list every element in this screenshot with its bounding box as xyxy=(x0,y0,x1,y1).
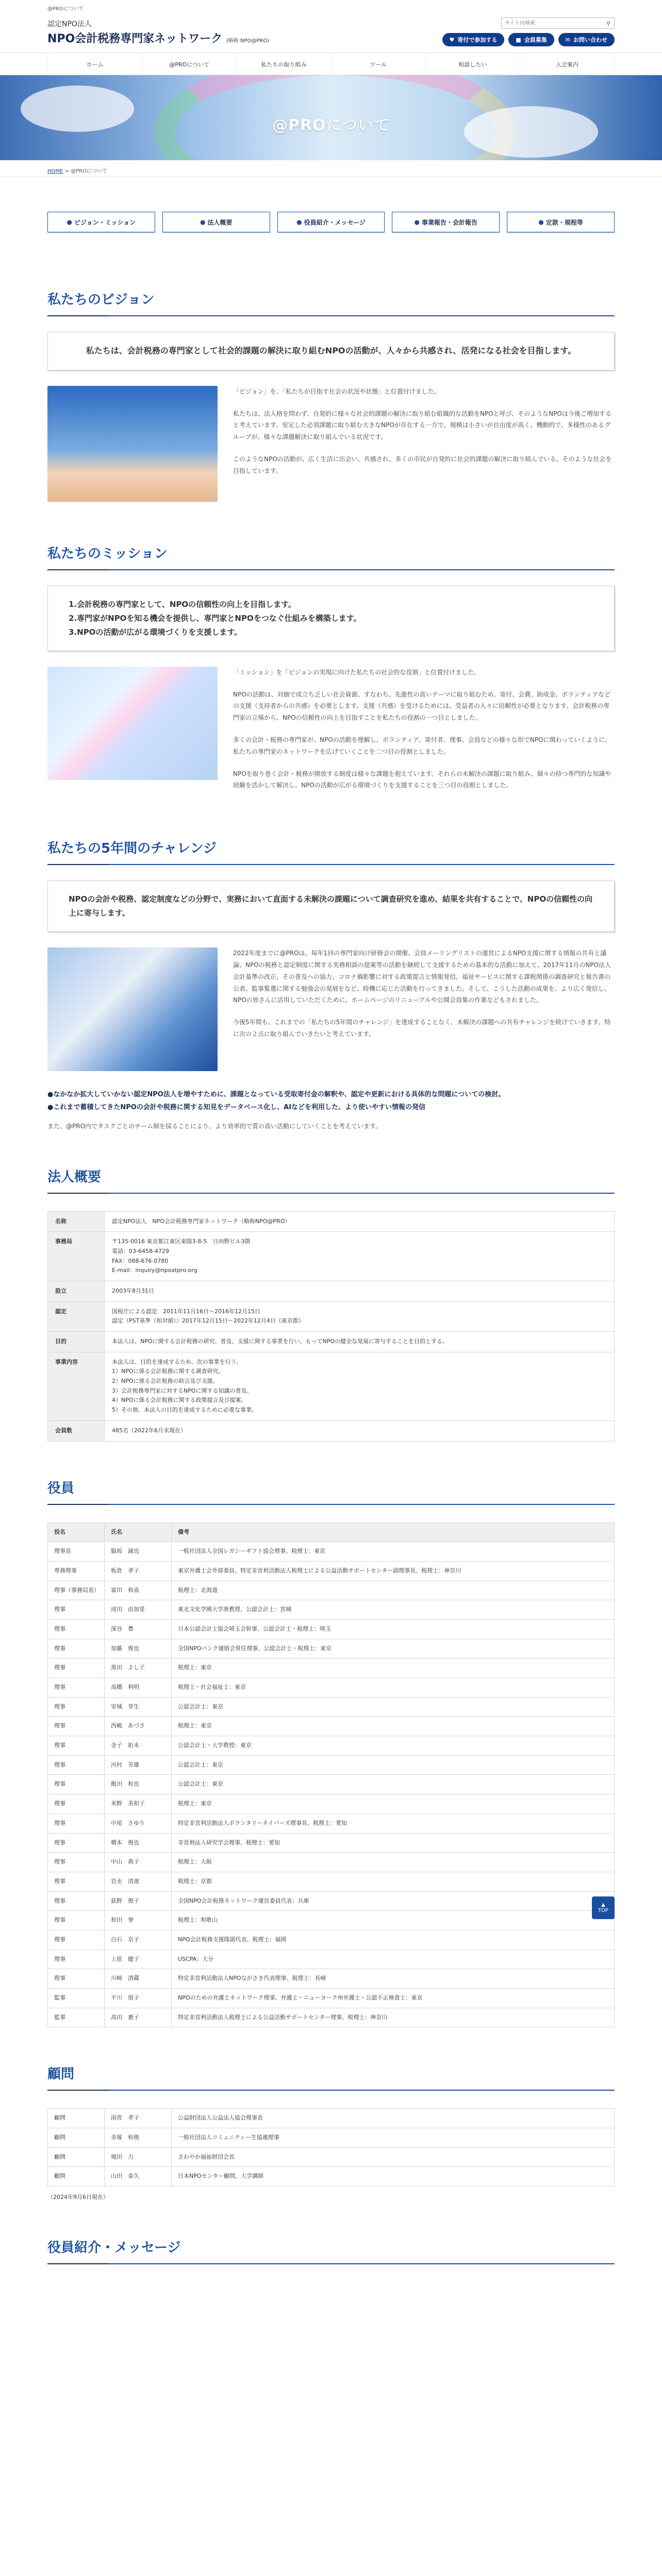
site-search xyxy=(501,18,615,29)
officer-name: 中山 典子 xyxy=(105,1853,172,1872)
advisor-note: 一般社団法人コミュニティー生協連理事 xyxy=(172,2128,615,2148)
officer-note: 税理士：京都 xyxy=(172,1872,615,1891)
hero-banner xyxy=(0,75,662,160)
officer-note: USCPA：大分 xyxy=(172,1950,615,1969)
nav-item-consult[interactable]: 相談したい xyxy=(425,53,520,76)
arrow-icon: ● xyxy=(200,218,206,226)
mission-item: 3.NPOの活動が広がる環境づくりを支援します。 xyxy=(69,627,242,637)
row-label: 事務局 xyxy=(48,1232,105,1281)
officer-note: 全国NPOバンク連絡会常任理事、公認会計士・税理士：東京 xyxy=(172,1639,615,1658)
officer-role: 監事 xyxy=(48,2008,105,2027)
outline-title: 法人概要 xyxy=(47,1166,615,1194)
mission-image xyxy=(47,667,218,780)
officer-name: 飯田 和也 xyxy=(105,1775,172,1794)
officer-role: 理事 xyxy=(48,1600,105,1620)
row-label: 事業内容 xyxy=(48,1352,105,1420)
table-row xyxy=(48,1281,615,1301)
vision-paragraph: 「ビジョン」を、「私たちが目指す社会の状況や状態」と位置付けました。 xyxy=(233,387,440,395)
breadcrumb-current: @PROについて xyxy=(71,168,107,174)
officer-role: 理事 xyxy=(48,1911,105,1930)
advisors-title: 顧問 xyxy=(47,2063,615,2091)
site-header xyxy=(0,11,662,53)
row-label: 会員数 xyxy=(48,1420,105,1441)
nav-item-tools[interactable]: ツール xyxy=(331,53,425,76)
nav-item-about[interactable]: @PROについて xyxy=(142,53,236,76)
next-section-title: 役員紹介・メッセージ xyxy=(47,2237,615,2264)
contact-button[interactable]: ✉ お問い合わせ xyxy=(558,33,615,46)
officer-role: 理事 xyxy=(48,1697,105,1717)
advisor-note: さわやか福祉財団会長 xyxy=(172,2147,615,2167)
advisor-name: 堀田 力 xyxy=(105,2147,172,2167)
officer-role: 監事 xyxy=(48,1989,105,2008)
officer-role: 理事 xyxy=(48,1794,105,1814)
officer-role: 理事 xyxy=(48,1736,105,1756)
officer-name: 金子 拓未 xyxy=(105,1736,172,1756)
mission-paragraph: NPOを取り巻く会計・税務が開放する制度は様々な課題を抱えています。それらの未解決の課題に取り組み、個々の持つ専門的な知識や経験を活かして解決し、NPOの活動が広がる環境づくりを支援することを三つ目の役割としました。 xyxy=(233,770,611,789)
logo-small: 認定NPO法人 xyxy=(47,20,92,28)
topbar-text: @PROについて xyxy=(47,6,84,12)
table-row xyxy=(48,1969,615,1989)
advisor-note: 日本NPOセンター顧問、大学講師 xyxy=(172,2167,615,2187)
officer-role: 理事 xyxy=(48,1950,105,1969)
advisor-name: 山田 泰久 xyxy=(105,2167,172,2187)
officer-note: 税理士：東京 xyxy=(172,1658,615,1678)
global-nav xyxy=(0,53,662,75)
table-row xyxy=(48,1301,615,1331)
officer-role: 理事 xyxy=(48,1930,105,1950)
table-row xyxy=(48,1794,615,1814)
mission-lead xyxy=(47,586,615,651)
arrow-icon: ● xyxy=(414,218,420,226)
advisor-role: 顧問 xyxy=(48,2109,105,2128)
back-to-top-button[interactable]: ▲ TOP xyxy=(592,1896,615,1919)
officers-title: 役員 xyxy=(47,1478,615,1505)
officer-note: 特定非営利活動法人NPOながさき代表理事、税理士：長崎 xyxy=(172,1969,615,1989)
officer-name: 中尾 さゆり xyxy=(105,1814,172,1833)
table-row xyxy=(48,1755,615,1775)
officer-name: 和田 誉 xyxy=(105,1911,172,1930)
officer-name: 上原 健子 xyxy=(105,1950,172,1969)
officer-role: 理事 xyxy=(48,1775,105,1794)
officer-name: 河村 芳雄 xyxy=(105,1755,172,1775)
table-row xyxy=(48,1600,615,1620)
anchor-reports[interactable]: ● 事業報告・会計報告 xyxy=(392,212,500,232)
vision-paragraph: 私たちは、法人格を問わず、自発的に様々な社会的課題の解決に取り組む組織的な活動をNPOと呼び、そのようなNPOは今後ご増加すると考えています。安定した必須課題に取り組む大きなNPOが存在する一方で、規模は小さいが自由度が高く、機動的で、多様性のあるグループが、様々な課題解決に取り組んでいる状況です。 xyxy=(233,410,611,441)
table-row xyxy=(48,1697,615,1717)
officer-role: 理事 xyxy=(48,1969,105,1989)
mission-item: 1.会計税務の専門家として、NPOの信頼性の向上を目指します。 xyxy=(69,599,296,609)
row-label: 目的 xyxy=(48,1332,105,1352)
officer-name: 西嶋 あづさ xyxy=(105,1717,172,1736)
officer-role: 理事 xyxy=(48,1717,105,1736)
challenge-note: また、@PRO内でタスクごとのチーム制を採ることにより、より効率的で質の高い活動にしていくことを考えています。 xyxy=(47,1122,382,1130)
mission-paragraph: NPOの活動は、対価で成立ち乏しい社会資源、すなわち、先進性の高いテーマに取り組むため、寄付、会費、助成金、ボランティアなどの支援（支持者からの共感）を必要とします。支援（共感）を受けるためには、受益者の人々に信頼性が必要となります。会計税務の専門家の立場から、NPOの信頼性の向上を目指すことを私たちの役割の一つ目としました。 xyxy=(233,690,611,722)
table-row xyxy=(48,1872,615,1891)
officer-note: 特定非営利活動法人税理士による公益活動サポートセンター理事、税理士：神奈川 xyxy=(172,2008,615,2027)
table-row xyxy=(48,1950,615,1969)
mail-icon: ✉ xyxy=(565,36,570,43)
breadcrumb: HOME > @PROについて xyxy=(0,160,662,177)
header-cell: 役名 xyxy=(48,1522,105,1542)
challenge-image xyxy=(47,947,218,1071)
anchor-rules[interactable]: ● 定款・規程等 xyxy=(507,212,615,232)
header-cell: 氏名 xyxy=(105,1522,172,1542)
mission-paragraph: 「ミッション」を「ビジョンの実現に向けた私たちの社会的な役割」と位置付けました。 xyxy=(233,668,481,676)
officer-note: NPO会計税務支援隊副代表、税理士：福岡 xyxy=(172,1930,615,1950)
challenge-bullets xyxy=(47,1089,615,1114)
officer-note: 非営利法人研究学会理事、税理士：愛知 xyxy=(172,1833,615,1853)
row-value: 〒135-0016 東京都江東区東陽3-8-5 日向野ビル3階 電話：03-6458-4729 FAX：088-676-0780 E-mail：inquiry@npoatpro.org xyxy=(105,1232,615,1281)
table-row xyxy=(48,1775,615,1794)
table-row xyxy=(48,2147,615,2167)
row-value: 本法人は、目的を達成するため、次の事業を行う。 1）NPOに係る会計税務に関する調査研究。 2）NPOに係る会計税務の助言及び支援。 3）会計税務専門家に対するNPOに関する知識の普及。 4）NPOに係る会計税務に関する政策提言及び提案。 5）その他、本法人の目的を達成するために必要な事業。 xyxy=(105,1352,615,1420)
officer-note: 税理士：大阪 xyxy=(172,1853,615,1872)
challenge-bullet: ●なかなか拡大していかない認定NPO法人を増やすために、課題となっている受取寄付金の解釈や、認定や更新における具体的な問題についての検討。 xyxy=(47,1091,505,1099)
donate-button[interactable]: ♥ 寄付で参加する xyxy=(442,33,505,46)
arrow-up-icon: ▲ xyxy=(601,1902,605,1908)
officer-note: 東北文化学園大学准教授、公認会計士：宮城 xyxy=(172,1600,615,1620)
search-icon[interactable]: ⚲ xyxy=(606,20,611,27)
officer-role: 理事（事務局長） xyxy=(48,1581,105,1600)
officer-name: 富田 和喜 xyxy=(105,1581,172,1600)
arrow-icon: ● xyxy=(296,218,302,226)
table-row xyxy=(48,1717,615,1736)
table-row xyxy=(48,1930,615,1950)
officer-name: 成田 由加里 xyxy=(105,1600,172,1620)
officer-role: 理事 xyxy=(48,1891,105,1911)
table-row xyxy=(48,1232,615,1281)
table-row xyxy=(48,1814,615,1833)
row-value: 2003年8月31日 xyxy=(105,1281,615,1301)
advisors-table xyxy=(47,2108,615,2187)
officer-name: 荻野 俊子 xyxy=(105,1891,172,1911)
officer-note: 公認会計士：東京 xyxy=(172,1697,615,1717)
table-row xyxy=(48,2128,615,2148)
arrow-icon: ● xyxy=(538,218,544,226)
officer-note: 東京弁護士会外部委員、特定非営利活動法人税理士による公益活動サポートセンター副理事長、税理士：神奈川 xyxy=(172,1561,615,1581)
challenge-title: 私たちの5年間のチャレンジ xyxy=(47,838,615,865)
vision-lead: 私たちは、会計税務の専門家として社会的課題の解決に取り組むNPOの活動が、人々から共感され、活発になる社会を目指します。 xyxy=(47,332,615,370)
table-row xyxy=(48,1542,615,1562)
officer-name: 白石 京子 xyxy=(105,1930,172,1950)
row-value: 認定NPO法人 NPO会計税務専門家ネットワーク（略称NPO@PRO） xyxy=(105,1211,615,1232)
challenge-bullet: ●これまで蓄積してきたNPOの会計や税務に関する知見をデータベース化し、AIなどを利用した、より使いやすい情報の発信 xyxy=(47,1103,426,1111)
table-row xyxy=(48,1853,615,1872)
table-row xyxy=(48,1561,615,1581)
officers-table xyxy=(47,1522,615,2028)
officer-note: 特定非営利活動法人ボランタリーネイバーズ理事長、税理士：愛知 xyxy=(172,1814,615,1833)
anchor-officers[interactable]: ● 役員紹介・メッセージ xyxy=(277,212,385,232)
table-row xyxy=(48,1989,615,2008)
vision-image xyxy=(47,386,218,502)
advisor-name: 雨宮 孝子 xyxy=(105,2109,172,2128)
table-row xyxy=(48,1736,615,1756)
officer-role: 理事 xyxy=(48,1872,105,1891)
officer-role: 理事 xyxy=(48,1814,105,1833)
mission-paragraph: 多くの会計・税務の専門家が、NPOの活動を理解し、ボランティア、寄付者、理事、会員などの様々な形でNPOに関わっていくように、私たちの専門家のネットワークを広げていくことを二つ目の役割としました。 xyxy=(233,736,611,755)
table-row xyxy=(48,1911,615,1930)
anchor-vision[interactable]: ● ビジョン・ミッション xyxy=(47,212,155,232)
table-header xyxy=(48,1522,615,1542)
nav-item-activities[interactable]: 私たちの取り組み xyxy=(236,53,330,76)
officer-name: 深谷 豊 xyxy=(105,1619,172,1639)
officer-role: 理事 xyxy=(48,1639,105,1658)
table-row xyxy=(48,1581,615,1600)
advisors-caption: （2024年9月6日現在） xyxy=(47,2194,109,2201)
officer-note: 一般社団法人全国レガシーギフト協会理事、税理士：東京 xyxy=(172,1542,615,1562)
officer-role: 理事 xyxy=(48,1833,105,1853)
officer-role: 理事 xyxy=(48,1853,105,1872)
officer-name: 高田 惠子 xyxy=(105,2008,172,2027)
table-row xyxy=(48,1639,615,1658)
arrow-icon: ● xyxy=(67,218,72,226)
logo-title: NPO会計税務専門家ネットワーク (略称 NPO@PRO) xyxy=(47,32,270,45)
officer-name: 黒田 よし子 xyxy=(105,1658,172,1678)
officer-name: 高橋 利明 xyxy=(105,1678,172,1698)
officer-note: NPOのための弁護士ネットワーク理事、弁護士・ニューヨーク州弁護士・公認不正検査士：東京 xyxy=(172,1989,615,2008)
table-row xyxy=(48,2008,615,2027)
site-logo[interactable] xyxy=(47,19,269,46)
officer-role: 専務理事 xyxy=(48,1561,105,1581)
officer-name: 橋本 俊也 xyxy=(105,1833,172,1853)
row-label: 名称 xyxy=(48,1211,105,1232)
row-label: 設立 xyxy=(48,1281,105,1301)
table-row xyxy=(48,2167,615,2187)
table-row xyxy=(48,1332,615,1352)
vision-title: 私たちのビジョン xyxy=(47,289,615,316)
officer-role: 理事 xyxy=(48,1678,105,1698)
advisor-role: 顧問 xyxy=(48,2128,105,2148)
challenge-paragraph: 2022年度までに@PROは、毎年1回の専門家向け研修会の開催、会員メーリングリストの運営によるNPO支援に関する情報の共有と議論、NPOの税務と認定制度に関する実務相談の提案等の活動を継続して支援するための基本的な活動に加えて、2017年11月のNPO法人会計基準の改正、その普及への協力、コロナ禍影響に対する政策提言と情報発信、福祉サービスに関する課税関係の調査研究と報告書の公表、監事覧選に関する勉強会の発展をなど、時機に応じた活動を行ってきました。そして、こうした活動の成果を、より広く発信し、NPOの皆さんに活用していただくために、ホームページのリニューアルや公開会員集の作業などもされました。 xyxy=(233,950,611,1004)
officer-role: 理事 xyxy=(48,1658,105,1678)
membership-button[interactable]: ■ 会員募集 xyxy=(508,33,554,46)
advisor-role: 顧問 xyxy=(48,2167,105,2187)
advisor-note: 公益財団法人公益法人協会理事長 xyxy=(172,2109,615,2128)
challenge-lead: NPOの会計や税務、認定制度などの分野で、実務において直面する未解決の課題について調査研究を進め、結果を共有することで、NPOの信頼性の向上に寄与します。 xyxy=(47,880,615,932)
topbar xyxy=(0,0,662,11)
vision-paragraph: このようなNPOの活動が、広く生活に出会い、共感され、多くの市民が自発的に社会的課題の解決に取り組んでいる、そのような社会を目指しています。 xyxy=(233,455,612,474)
table-row xyxy=(48,1891,615,1911)
officer-note: 税理士：東京 xyxy=(172,1717,615,1736)
heart-icon: ♥ xyxy=(449,36,455,43)
mission-title: 私たちのミッション xyxy=(47,543,615,570)
officer-name: 板倉 孝子 xyxy=(105,1561,172,1581)
advisor-role: 顧問 xyxy=(48,2147,105,2167)
officer-note: 日本公認会計士協会埼玉会幹事、公認会計士・税理士：埼玉 xyxy=(172,1619,615,1639)
table-row xyxy=(48,1352,615,1420)
table-row xyxy=(48,1420,615,1441)
mission-item: 2.専門家がNPOを知る機会を提供し、専門家とNPOをつなぐ仕組みを構築します。 xyxy=(69,613,361,623)
nav-item-home[interactable]: ホーム xyxy=(47,53,142,76)
table-row xyxy=(48,2109,615,2128)
outline-table xyxy=(47,1211,615,1442)
officer-name: 川崎 清蔵 xyxy=(105,1969,172,1989)
officer-name: 脇坂 誠也 xyxy=(105,1542,172,1562)
officer-note: 公認会計士：東京 xyxy=(172,1775,615,1794)
officer-note: 税理士・社会福祉士：東京 xyxy=(172,1678,615,1698)
row-value: 国税庁による認定 2011年11月16日～2016年12月15日 認定（PST基準（相対値））2017年12月15日～2022年12月4日（東京都） xyxy=(105,1301,615,1331)
search-input[interactable] xyxy=(502,18,603,28)
challenge-paragraph: 今後5年間も、これまでの「私たちの5年間のチャレンジ」を達成することなく、未解決の課題への共有チャレンジを続けていきます。特に次の２点に取り組んでいきたいと考えています。 xyxy=(233,1019,611,1038)
officer-role: 理事 xyxy=(48,1755,105,1775)
advisor-name: 赤塚 和俊 xyxy=(105,2128,172,2148)
officer-name: 加藤 俊也 xyxy=(105,1639,172,1658)
table-row xyxy=(48,1211,615,1232)
logo-abbr: (略称 NPO@PRO) xyxy=(226,38,270,44)
officer-note: 税理士：和歌山 xyxy=(172,1911,615,1930)
officer-note: 公認会計士：東京 xyxy=(172,1755,615,1775)
table-row xyxy=(48,1619,615,1639)
anchor-links xyxy=(47,212,615,232)
officer-note: 全国NPO会計税務ネットワーク運営委員代表：兵庫 xyxy=(172,1891,615,1911)
table-row xyxy=(48,1658,615,1678)
header-cell: 備考 xyxy=(172,1522,615,1542)
officer-name: 安城 芽生 xyxy=(105,1697,172,1717)
officer-role: 理事 xyxy=(48,1619,105,1639)
anchor-outline[interactable]: ● 法人概要 xyxy=(162,212,270,232)
row-value: 485名（2022年6月末現在） xyxy=(105,1420,615,1441)
officer-role: 理事長 xyxy=(48,1542,105,1562)
table-row xyxy=(48,1678,615,1698)
member-icon: ■ xyxy=(516,36,521,43)
row-value: 本法人は、NPOに関する会計税務の研究、普及、支援に関する事業を行い、もってNPOの健全な発展に寄与することを目的とする。 xyxy=(105,1332,615,1352)
officer-note: 公認会計士・大学教授：東京 xyxy=(172,1736,615,1756)
officer-name: 岩永 清滋 xyxy=(105,1872,172,1891)
breadcrumb-home[interactable]: HOME xyxy=(47,168,63,174)
officer-note: 税理士：東京 xyxy=(172,1794,615,1814)
officer-name: 平川 朋子 xyxy=(105,1989,172,2008)
officer-name: 米野 美和子 xyxy=(105,1794,172,1814)
table-row xyxy=(48,1833,615,1853)
hero-title: @PROについて xyxy=(272,116,390,134)
row-label: 認定 xyxy=(48,1301,105,1331)
officer-note: 税理士：北海道 xyxy=(172,1581,615,1600)
nav-item-join[interactable]: 入会案内 xyxy=(520,53,615,76)
